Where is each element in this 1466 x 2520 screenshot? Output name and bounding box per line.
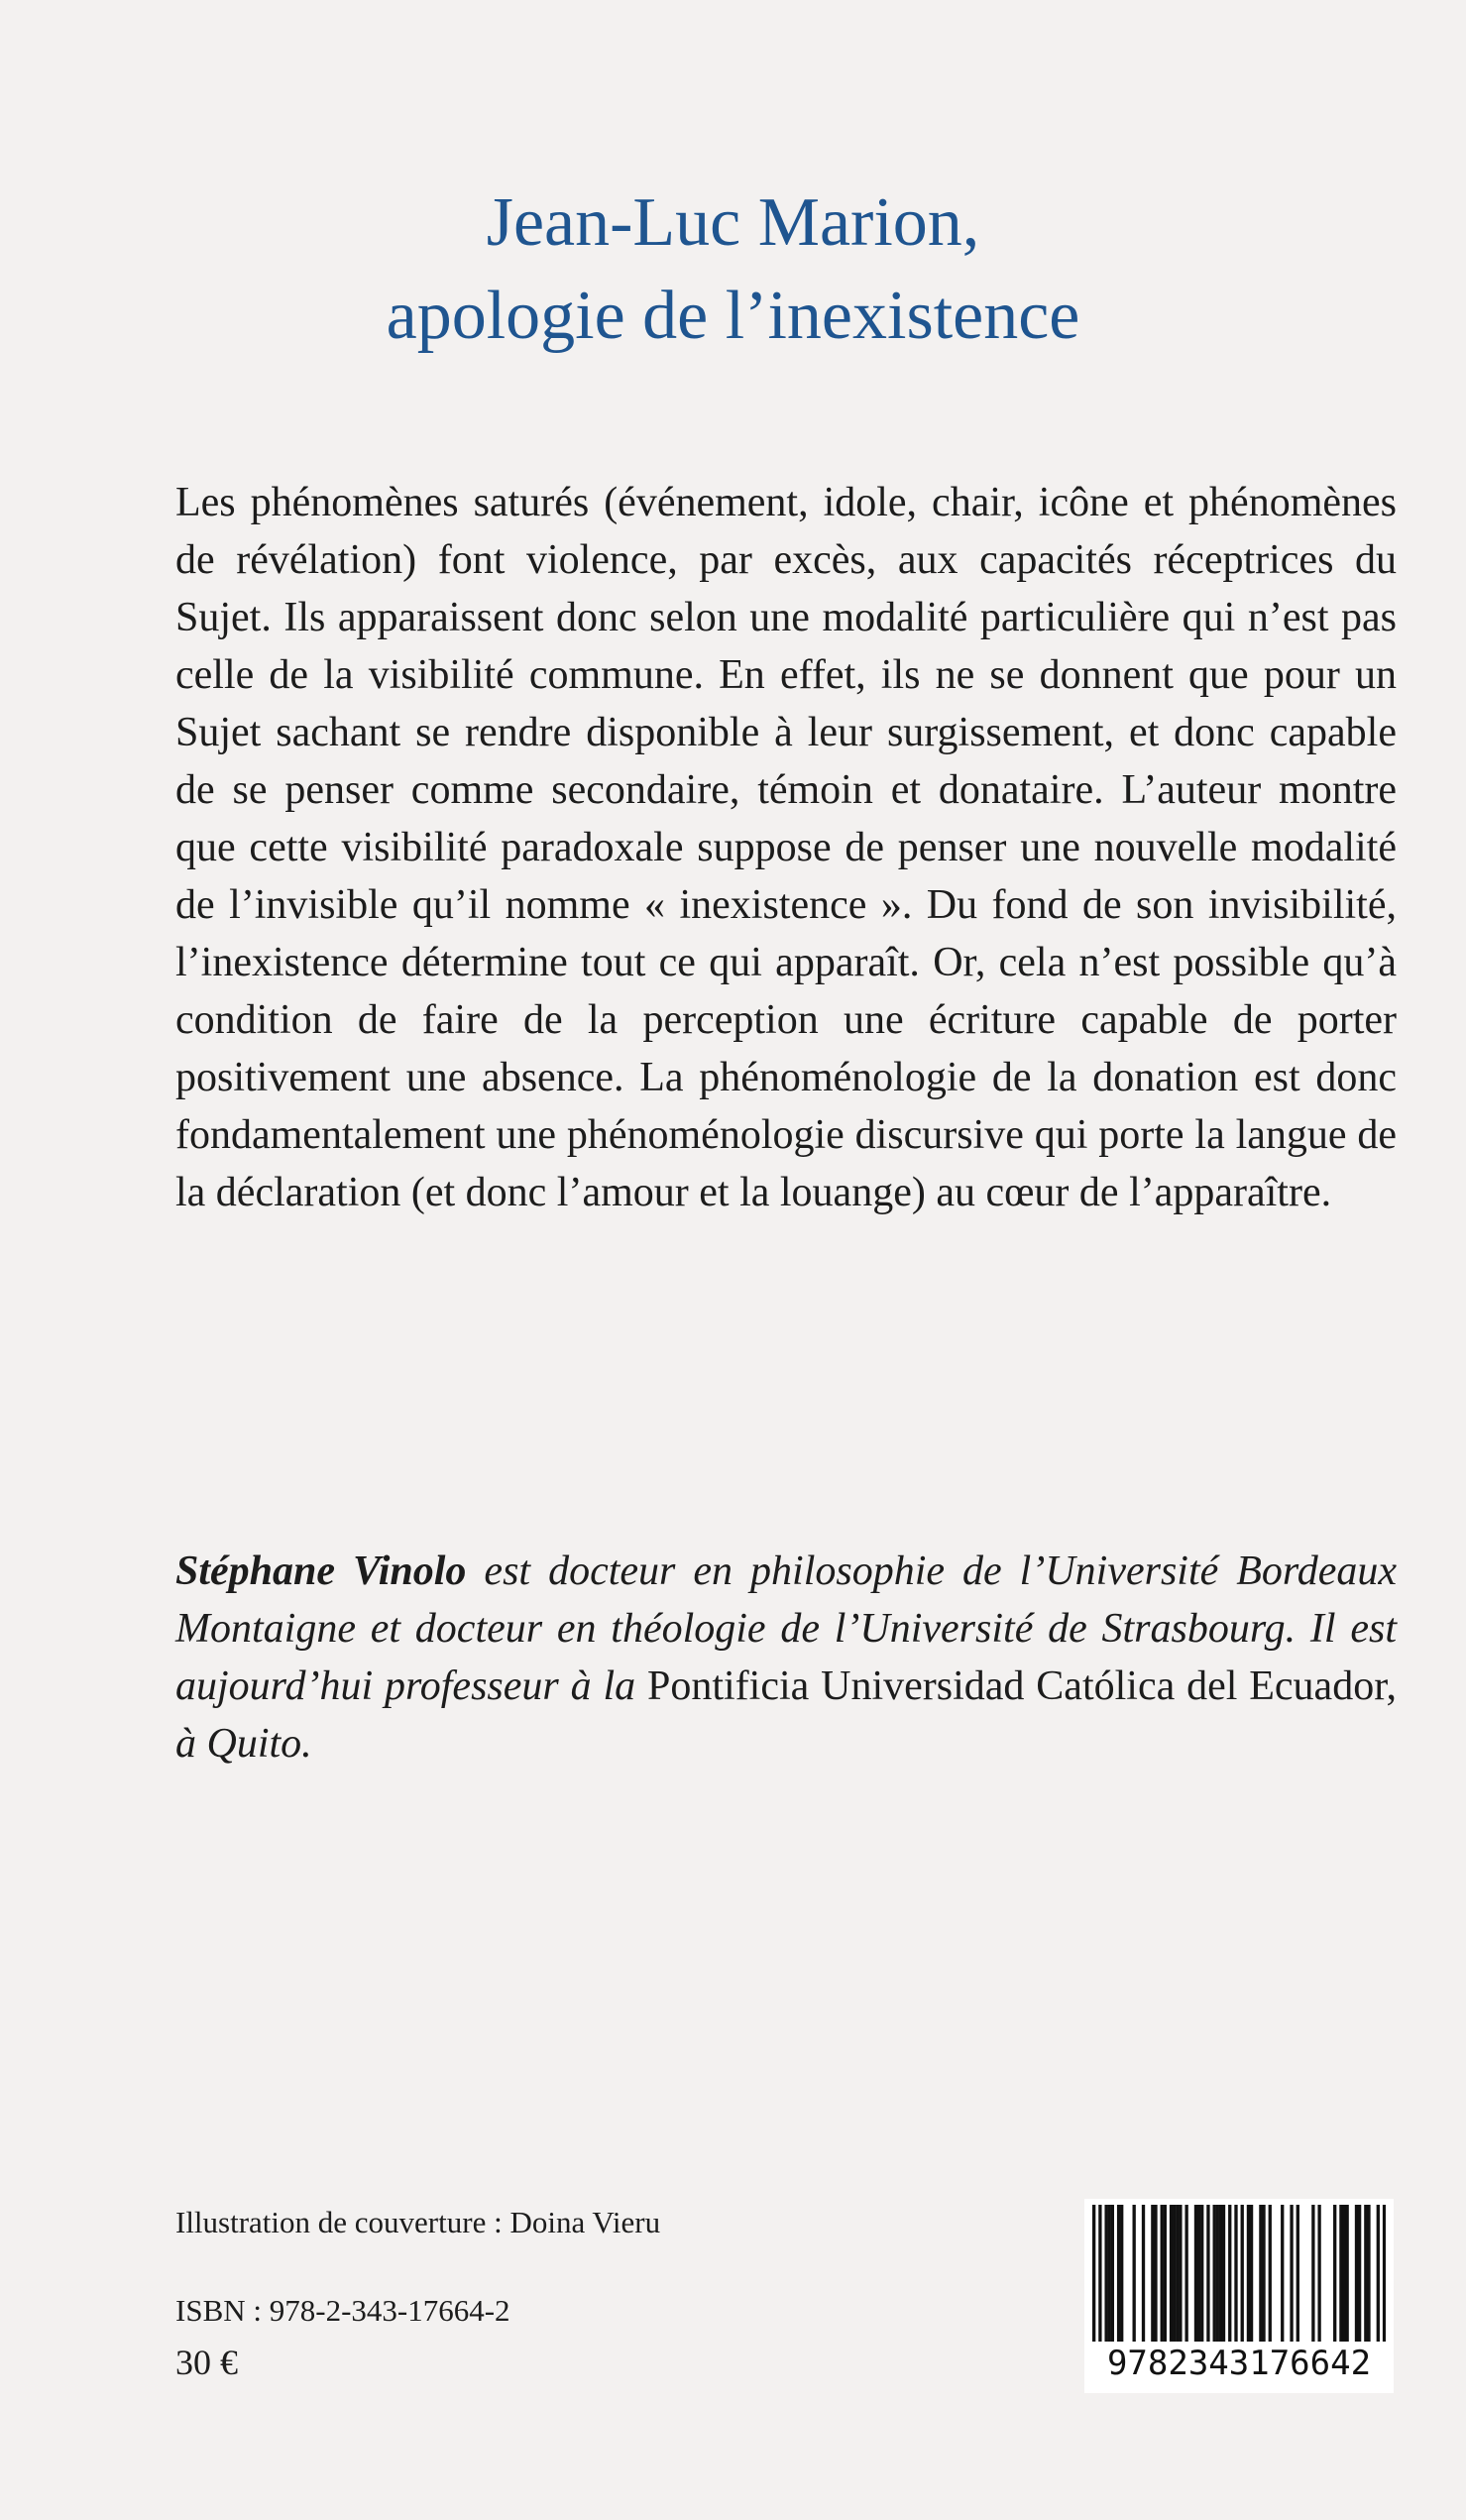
barcode-bar (1206, 2205, 1209, 2342)
barcode-bar (1358, 2205, 1361, 2342)
barcode-bar (1297, 2205, 1299, 2342)
barcode-bar (1197, 2205, 1200, 2342)
barcode-bar (1339, 2205, 1342, 2342)
barcode-bar (1364, 2205, 1367, 2342)
barcode-bar (1184, 2205, 1187, 2342)
barcode-bar (1154, 2205, 1157, 2342)
barcode-bar (1098, 2205, 1101, 2342)
barcode-bar (1333, 2205, 1336, 2342)
barcode-bar (1247, 2205, 1250, 2342)
barcode-bars (1092, 2205, 1386, 2342)
barcode-bar (1133, 2205, 1136, 2342)
barcode-bar (1200, 2205, 1203, 2342)
barcode-bar (1342, 2205, 1345, 2342)
barcode-bar (1234, 2205, 1237, 2342)
author-bio-text-1: est docteur en philosophie de l’Université Bordeaux Montaigne et docteur en théologie de l’Université de Strasbourg. Il est aujourd’hui professeur à la (175, 1548, 1397, 1709)
barcode-bar (1250, 2205, 1253, 2342)
barcode-bar (1092, 2205, 1095, 2342)
barcode-bar (1170, 2205, 1173, 2342)
barcode-bar (1262, 2205, 1265, 2342)
barcode-bar (1164, 2205, 1167, 2342)
barcode-bar (1216, 2205, 1219, 2342)
barcode-bar (1176, 2205, 1179, 2342)
barcode-bar (1269, 2205, 1272, 2342)
barcode-bar (1222, 2205, 1225, 2342)
barcode-bar (1194, 2205, 1197, 2342)
barcode-bar (1219, 2205, 1222, 2342)
barcode-bar (1104, 2205, 1107, 2342)
barcode-bar (1151, 2205, 1154, 2342)
barcode-bar (1213, 2205, 1216, 2342)
author-institution: Pontificia Universidad Católica del Ecuador, (646, 1663, 1397, 1709)
barcode-bar (1290, 2205, 1293, 2342)
price: 30 € (175, 2343, 238, 2382)
barcode-bar (1345, 2205, 1348, 2342)
barcode-bar (1311, 2205, 1314, 2342)
barcode-bar (1117, 2205, 1120, 2342)
barcode-bar (1355, 2205, 1358, 2342)
barcode-bar (1179, 2205, 1182, 2342)
book-summary: Les phénomènes saturés (événement, idole, chair, icône et phénomènes de révélation) font violence, par excès, aux capacités réceptrices du Sujet. Ils apparaissent donc selon une modalité particulière qui n’est pas celle de la visibilité commune. En effet, ils ne se donnent que pour un Sujet sachant se rendre disponible à leur surgissement, et donc capable de se penser comme secondaire, témoin et donataire. L’auteur montre que cette visibilité paradoxale suppose de penser une nouvelle modalité de l’invisible qu’il nomme « inexistence ». Du fond de son invisibilité, l’inexistence détermine tout ce qui apparaît. Or, cela n’est possible qu’à condition de faire de la perception une écriture capable de porter positivement une absence. La phénoménologie de la donation est donc fondamentalement une phénoménologie discursive qui porte la langue de la déclaration (et donc l’amour et la louange) au cœur de l’apparaître. (175, 480, 1397, 1215)
barcode-bar (1383, 2205, 1386, 2342)
barcode-bar (1259, 2205, 1262, 2342)
barcode-bar (1377, 2205, 1380, 2342)
book-title (0, 176, 1466, 363)
barcode-bar (1241, 2205, 1244, 2342)
barcode-bar (1142, 2205, 1145, 2342)
barcode-digits: 9782343176642 (1106, 2344, 1372, 2383)
illustration-credit: Illustration de couverture : Doina Vieru (175, 2205, 661, 2239)
author-name: Stéphane Vinolo (175, 1548, 467, 1594)
barcode-bar (1161, 2205, 1164, 2342)
barcode-bar (1108, 2205, 1111, 2342)
isbn: ISBN : 978-2-343-17664-2 (175, 2293, 510, 2328)
book-title-line-1: Jean-Luc Marion, (486, 184, 980, 261)
author-bio (175, 1543, 1397, 1773)
barcode-bar (1173, 2205, 1176, 2342)
barcode-bar (1367, 2205, 1370, 2342)
barcode (1084, 2199, 1394, 2393)
barcode-bar (1228, 2205, 1231, 2342)
barcode-bar (1120, 2205, 1123, 2342)
barcode-bar (1111, 2205, 1114, 2342)
book-title-line-2: apologie de l’inexistence (386, 278, 1080, 354)
barcode-bar (1317, 2205, 1320, 2342)
barcode-bar (1281, 2205, 1284, 2342)
author-bio-text-2: à Quito. (175, 1721, 312, 1767)
